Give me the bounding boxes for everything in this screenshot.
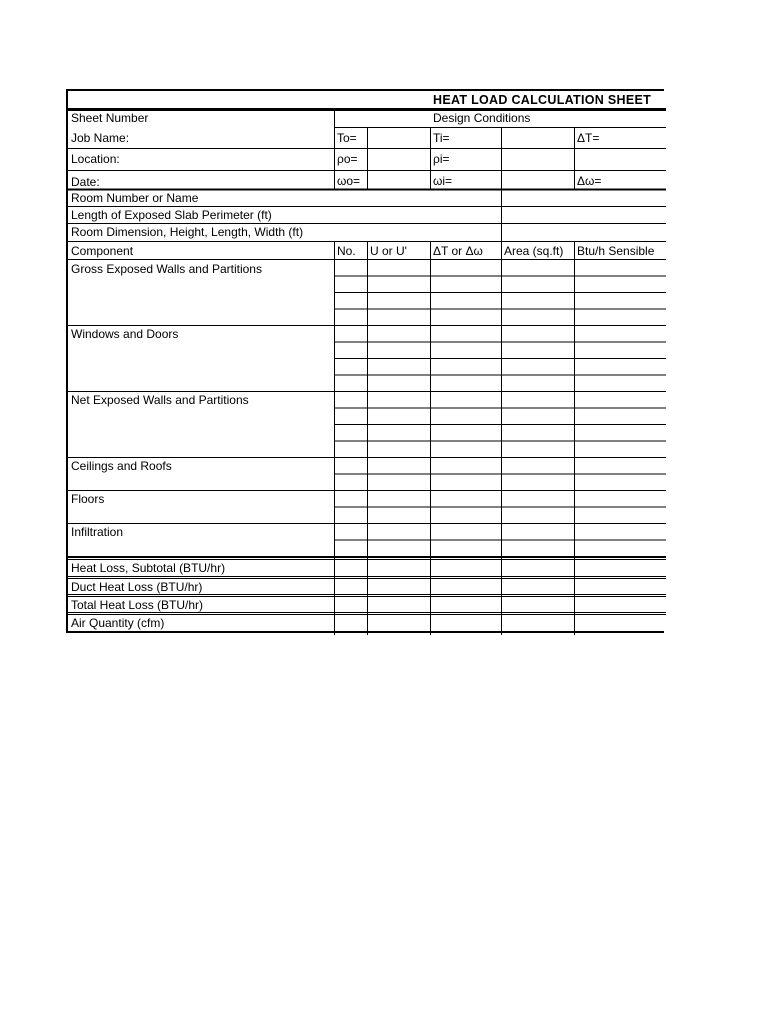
component-floors: Floors: [71, 492, 105, 506]
date-label: Date:: [71, 175, 100, 189]
omega-o-label: ωo=: [337, 174, 361, 188]
column-header-component: Component: [71, 244, 134, 258]
sheet-number-label: Sheet Number: [71, 111, 149, 125]
component-net-walls: Net Exposed Walls and Partitions: [71, 393, 249, 407]
rho-o-label: ρo=: [337, 152, 358, 166]
delta-omega-label: Δω=: [577, 174, 602, 188]
column-header-area: Area (sq.ft): [504, 244, 564, 258]
job-name-label: Job Name:: [71, 131, 130, 145]
column-header-number: No.: [337, 244, 356, 258]
sheet-title: HEAT LOAD CALCULATION SHEET: [433, 93, 652, 107]
column-header-delta: ΔT or Δω: [433, 244, 483, 258]
slab-perimeter-label: Length of Exposed Slab Perimeter (ft): [71, 208, 272, 222]
sheet-grid-lines: [68, 91, 666, 635]
component-ceilings-roofs: Ceilings and Roofs: [71, 459, 172, 473]
rho-i-label: ρi=: [433, 152, 450, 166]
heat-load-calculation-sheet: [66, 89, 664, 633]
design-conditions-label: Design Conditions: [433, 111, 531, 125]
total-heat-loss: Total Heat Loss (BTU/hr): [71, 598, 204, 612]
component-windows-doors: Windows and Doors: [71, 327, 179, 341]
component-infiltration: Infiltration: [71, 525, 124, 539]
omega-i-label: ωi=: [433, 174, 453, 188]
total-air-quantity: Air Quantity (cfm): [71, 616, 165, 630]
room-dimension-label: Room Dimension, Height, Length, Width (ft): [71, 225, 304, 239]
ti-label: Ti=: [433, 131, 450, 145]
to-label: To=: [337, 131, 357, 145]
location-label: Location:: [71, 152, 120, 166]
room-number-label: Room Number or Name: [71, 191, 199, 205]
component-gross-walls: Gross Exposed Walls and Partitions: [71, 262, 262, 276]
delta-t-label: ΔT=: [577, 131, 600, 145]
column-header-u-value: U or U': [370, 244, 407, 258]
total-heat-loss-subtotal: Heat Loss, Subtotal (BTU/hr): [71, 561, 226, 575]
total-duct-heat-loss: Duct Heat Loss (BTU/hr): [71, 580, 203, 594]
column-header-btu-sensible: Btu/h Sensible: [577, 244, 655, 258]
